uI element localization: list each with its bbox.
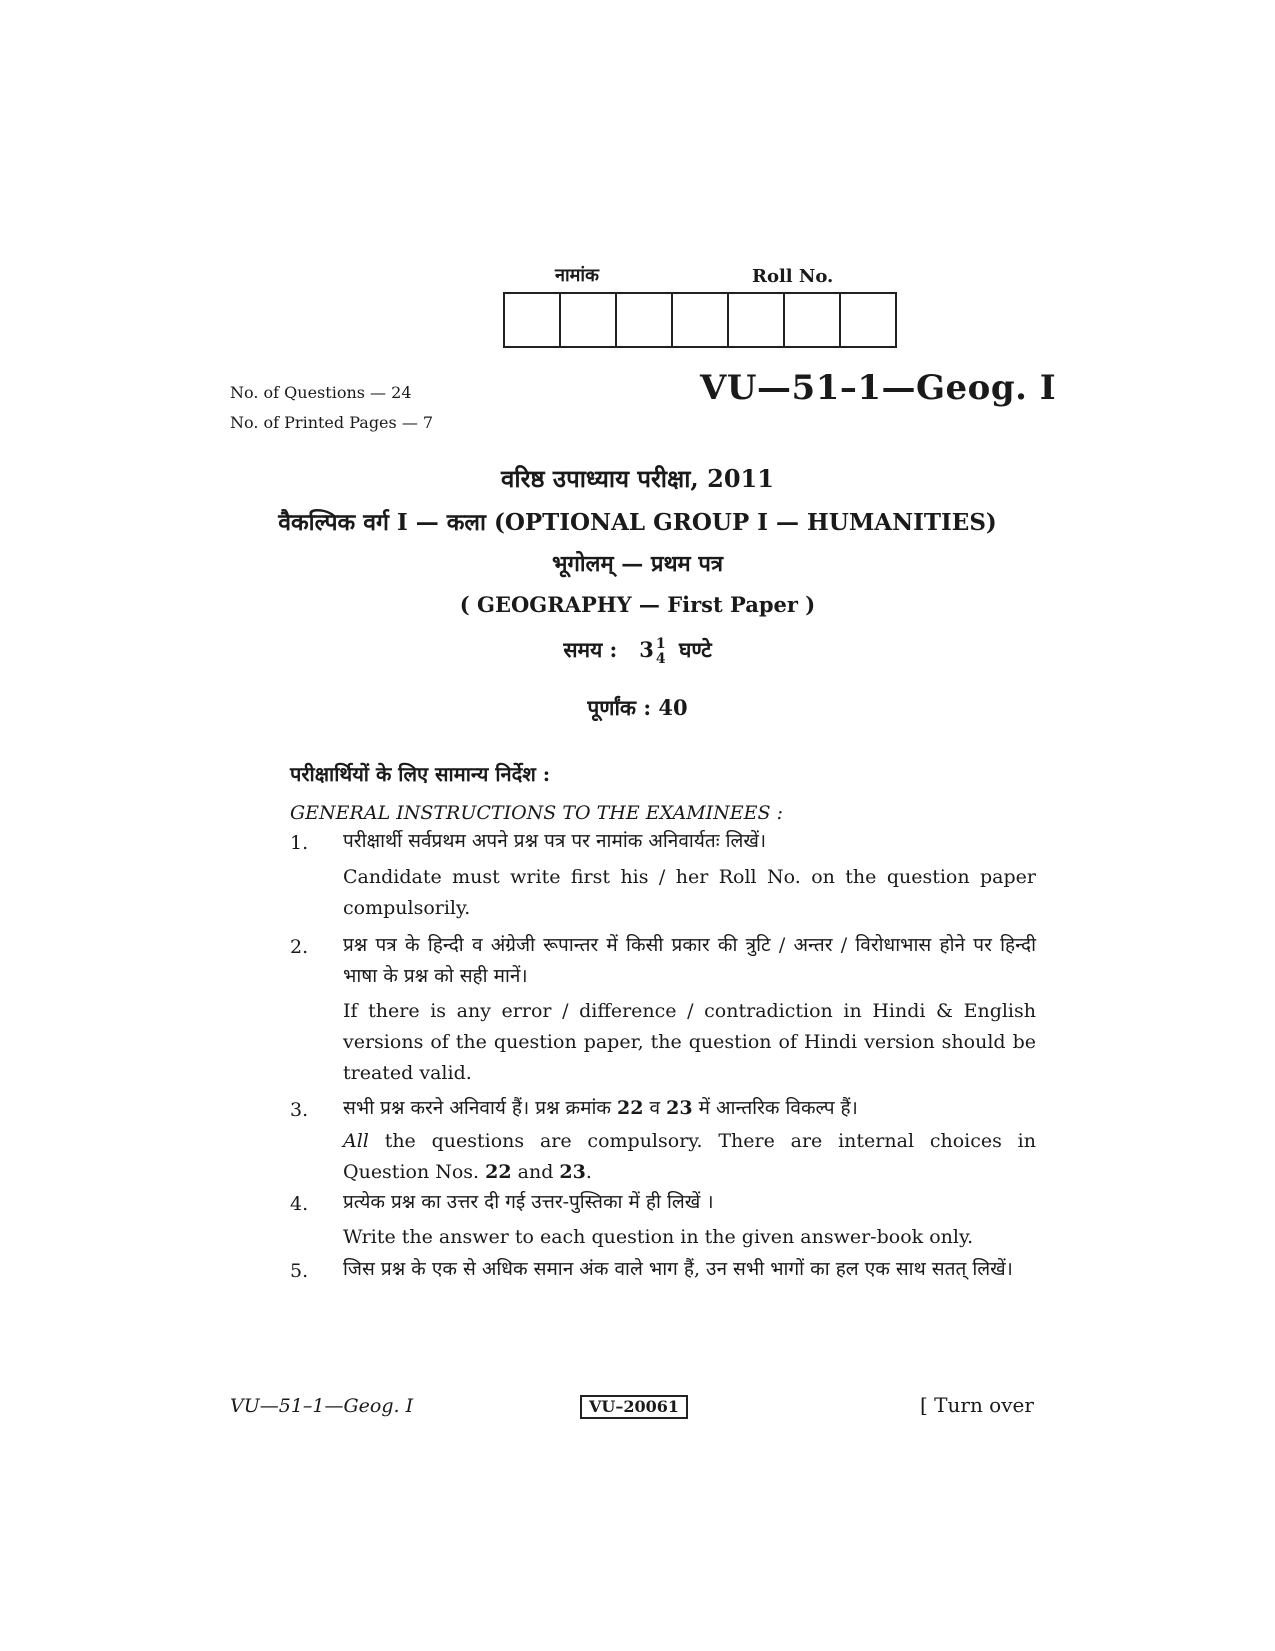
group-title: वैकल्पिक वर्ग I — कला (OPTIONAL GROUP I — HUMANITIES) bbox=[278, 509, 997, 536]
roll-number-cell[interactable] bbox=[841, 294, 895, 346]
footer-paper-code: VU—51–1—Geog. I bbox=[230, 1395, 414, 1417]
time-unit: घण्टे bbox=[678, 637, 712, 662]
text-segment: में आन्तरिक विकल्प हैं। bbox=[692, 1097, 858, 1119]
instruction-3-english bbox=[343, 1126, 1036, 1188]
question-number: 23 bbox=[559, 1161, 586, 1183]
time-allowed bbox=[0, 636, 1275, 667]
roll-number-cell[interactable] bbox=[673, 294, 729, 346]
turn-over-note: [ Turn over bbox=[920, 1393, 1034, 1417]
text-segment: . bbox=[585, 1161, 592, 1183]
instruction-2-hindi: प्रश्न पत्र के हिन्दी व अंग्रेजी रूपान्तर में किसी प्रकार की त्रुटि / अन्तर / विरोधाभास होने पर हिन्दी भाषा के प्रश्न को सही मानें। bbox=[343, 934, 1036, 987]
time-numerator: 1 bbox=[655, 635, 666, 652]
roll-number-cell[interactable] bbox=[785, 294, 841, 346]
text-segment: All bbox=[343, 1130, 369, 1152]
instructions-heading-hindi: परीक्षार्थियों के लिए सामान्य निर्देश : bbox=[290, 762, 551, 786]
exam-title: वरिष्ठ उपाध्याय परीक्षा, 2011 bbox=[501, 464, 774, 493]
roll-number-cell[interactable] bbox=[505, 294, 561, 346]
text-segment: and bbox=[511, 1161, 560, 1183]
roll-number-boxes[interactable] bbox=[503, 292, 897, 348]
text-segment: सभी प्रश्न करने अनिवार्य हैं। प्रश्न क्रमांक bbox=[343, 1097, 618, 1119]
instructions-heading-english: GENERAL INSTRUCTIONS TO THE EXAMINEES : bbox=[290, 802, 783, 824]
instruction-2-english: If there is any error / difference / contradiction in Hindi & English versions of the question paper, the question of Hindi version should be treated valid. bbox=[343, 1000, 1036, 1084]
instruction-4-english: Write the answer to each question in the given answer-book only. bbox=[343, 1226, 974, 1248]
number-of-questions: No. of Questions — 24 bbox=[230, 383, 412, 402]
instruction-number: 2. bbox=[290, 936, 309, 958]
question-number: 22 bbox=[485, 1161, 512, 1183]
time-label: समय : bbox=[563, 637, 618, 662]
text-segment: व bbox=[643, 1097, 667, 1119]
question-number: 23 bbox=[666, 1097, 693, 1119]
instruction-number: 5. bbox=[290, 1260, 309, 1282]
time-denominator: 4 bbox=[655, 650, 666, 667]
text-segment: the questions are compulsory. There are internal choices in Question Nos. bbox=[343, 1130, 1036, 1183]
number-of-printed-pages: No. of Printed Pages — 7 bbox=[230, 413, 434, 432]
roll-number-cell[interactable] bbox=[729, 294, 785, 346]
instruction-5-hindi: जिस प्रश्न के एक से अधिक समान अंक वाले भाग हैं, उन सभी भागों का हल एक साथ सतत् लिखें। bbox=[343, 1258, 1013, 1280]
time-whole: 3 bbox=[639, 637, 654, 662]
time-fraction bbox=[656, 637, 666, 667]
subject-english: ( GEOGRAPHY — First Paper ) bbox=[459, 592, 816, 617]
roll-number-hindi-label: नामांक bbox=[555, 265, 599, 286]
subject-hindi: भूगोलम् — प्रथम पत्र bbox=[552, 551, 723, 577]
roll-number-cell[interactable] bbox=[561, 294, 617, 346]
instruction-4-hindi: प्रत्येक प्रश्न का उत्तर दी गई उत्तर-पुस्तिका में ही लिखें । bbox=[343, 1191, 714, 1213]
instruction-number: 1. bbox=[290, 832, 309, 854]
instruction-3-hindi bbox=[343, 1093, 1036, 1124]
question-number: 22 bbox=[617, 1097, 644, 1119]
instruction-number: 3. bbox=[290, 1099, 309, 1121]
paper-code: VU—51–1—Geog. I bbox=[700, 368, 1057, 408]
instruction-1-hindi: परीक्षार्थी सर्वप्रथम अपने प्रश्न पत्र पर नामांक अनिवार्यतः लिखें। bbox=[343, 830, 767, 852]
roll-number-cell[interactable] bbox=[617, 294, 673, 346]
roll-number-label: Roll No. bbox=[752, 266, 834, 287]
instruction-number: 4. bbox=[290, 1193, 309, 1215]
footer-serial-code: VU–20061 bbox=[580, 1395, 688, 1419]
maximum-marks: पूर्णांक : 40 bbox=[587, 695, 688, 720]
instruction-1-english: Candidate must write first his / her Roll No. on the question paper compulsorily. bbox=[343, 866, 1036, 919]
